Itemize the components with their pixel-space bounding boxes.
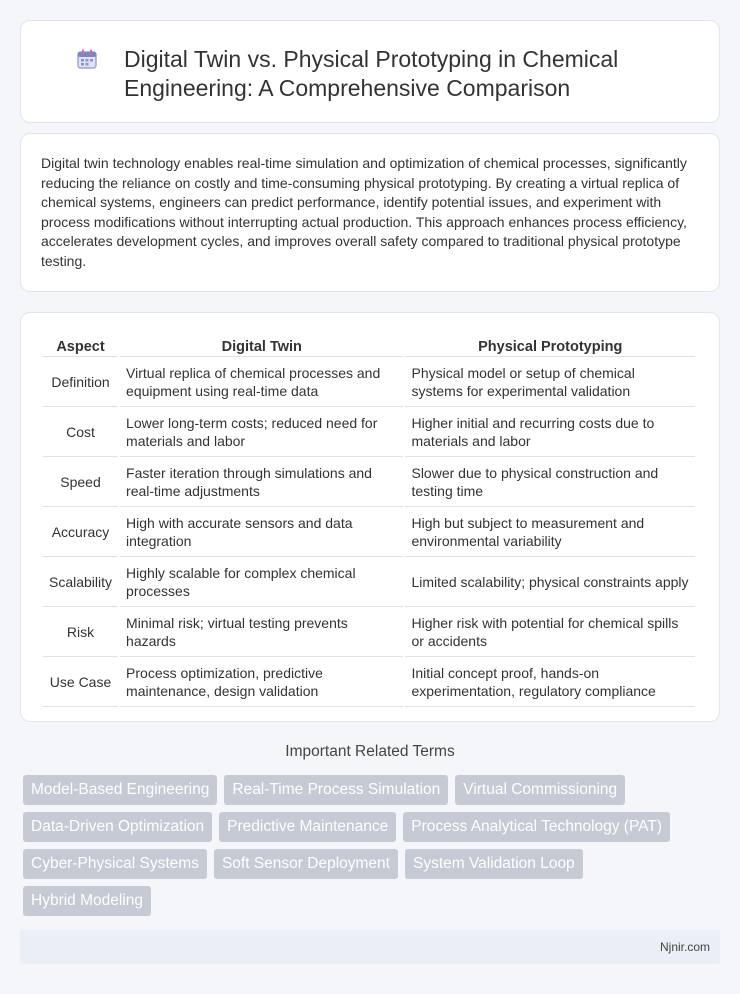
row-physical-prototyping: Slower due to physical construction and testing time xyxy=(405,459,695,507)
row-aspect: Use Case xyxy=(43,659,118,707)
row-digital-twin: Highly scalable for complex chemical processes xyxy=(120,559,403,607)
related-term-tag[interactable]: Soft Sensor Deployment xyxy=(214,849,398,879)
row-digital-twin: Process optimization, predictive maintenance, design validation xyxy=(120,659,403,707)
related-terms-list xyxy=(23,775,703,923)
footer xyxy=(20,930,720,964)
row-aspect: Cost xyxy=(43,409,118,457)
row-aspect: Definition xyxy=(43,359,118,407)
related-term-tag[interactable]: Data-Driven Optimization xyxy=(23,812,212,842)
table-row xyxy=(43,659,695,707)
table-row xyxy=(43,459,695,507)
row-digital-twin: High with accurate sensors and data integration xyxy=(120,509,403,557)
row-physical-prototyping: Limited scalability; physical constraints apply xyxy=(405,559,695,607)
related-term-tag[interactable]: Cyber-Physical Systems xyxy=(23,849,207,879)
related-term-tag[interactable]: Hybrid Modeling xyxy=(23,886,151,916)
header-card xyxy=(20,20,720,123)
comparison-table xyxy=(41,331,697,709)
related-term-tag[interactable]: Model-Based Engineering xyxy=(23,775,217,805)
related-term-tag[interactable]: Virtual Commissioning xyxy=(455,775,625,805)
intro-card xyxy=(20,133,720,292)
row-physical-prototyping: High but subject to measurement and environmental variability xyxy=(405,509,695,557)
row-aspect: Accuracy xyxy=(43,509,118,557)
row-physical-prototyping: Higher initial and recurring costs due to materials and labor xyxy=(405,409,695,457)
header-aspect: Aspect xyxy=(43,333,118,357)
row-physical-prototyping: Higher risk with potential for chemical spills or accidents xyxy=(405,609,695,657)
header-physical-prototyping: Physical Prototyping xyxy=(405,333,695,357)
intro-text: Digital twin technology enables real-time simulation and optimization of chemical processes, significantly reducing the reliance on costly and time-consuming physical prototyping. By creating a virtual replica of chemical systems, engineers can predict performance, identify potential issues, and experiment with process modifications without interrupting actual production. This approach enhances process efficiency, accelerates development cycles, and improves overall safety compared to traditional physical prototype testing. xyxy=(41,155,687,269)
row-physical-prototyping: Physical model or setup of chemical systems for experimental validation xyxy=(405,359,695,407)
page-title: Digital Twin vs. Physical Prototyping in Chemical Engineering: A Comprehensive Comparison xyxy=(124,46,619,101)
calendar-icon xyxy=(76,48,98,70)
related-terms-title: Important Related Terms xyxy=(285,743,455,760)
row-digital-twin: Faster iteration through simulations and real-time adjustments xyxy=(120,459,403,507)
table-row xyxy=(43,359,695,407)
table-row xyxy=(43,509,695,557)
row-physical-prototyping: Initial concept proof, hands-on experimentation, regulatory compliance xyxy=(405,659,695,707)
row-aspect: Scalability xyxy=(43,559,118,607)
related-term-tag[interactable]: System Validation Loop xyxy=(405,849,583,879)
related-term-tag[interactable]: Real-Time Process Simulation xyxy=(224,775,448,805)
row-digital-twin: Minimal risk; virtual testing prevents hazards xyxy=(120,609,403,657)
related-term-tag[interactable]: Process Analytical Technology (PAT) xyxy=(403,812,670,842)
comparison-card xyxy=(20,312,720,722)
row-aspect: Risk xyxy=(43,609,118,657)
table-header-row xyxy=(43,333,695,357)
related-term-tag[interactable]: Predictive Maintenance xyxy=(219,812,396,842)
table-row xyxy=(43,609,695,657)
header-digital-twin: Digital Twin xyxy=(120,333,403,357)
table-row xyxy=(43,409,695,457)
footer-site-link[interactable]: Njnir.com xyxy=(659,940,710,954)
table-row xyxy=(43,559,695,607)
row-digital-twin: Virtual replica of chemical processes and equipment using real-time data xyxy=(120,359,403,407)
row-aspect: Speed xyxy=(43,459,118,507)
row-digital-twin: Lower long-term costs; reduced need for materials and labor xyxy=(120,409,403,457)
